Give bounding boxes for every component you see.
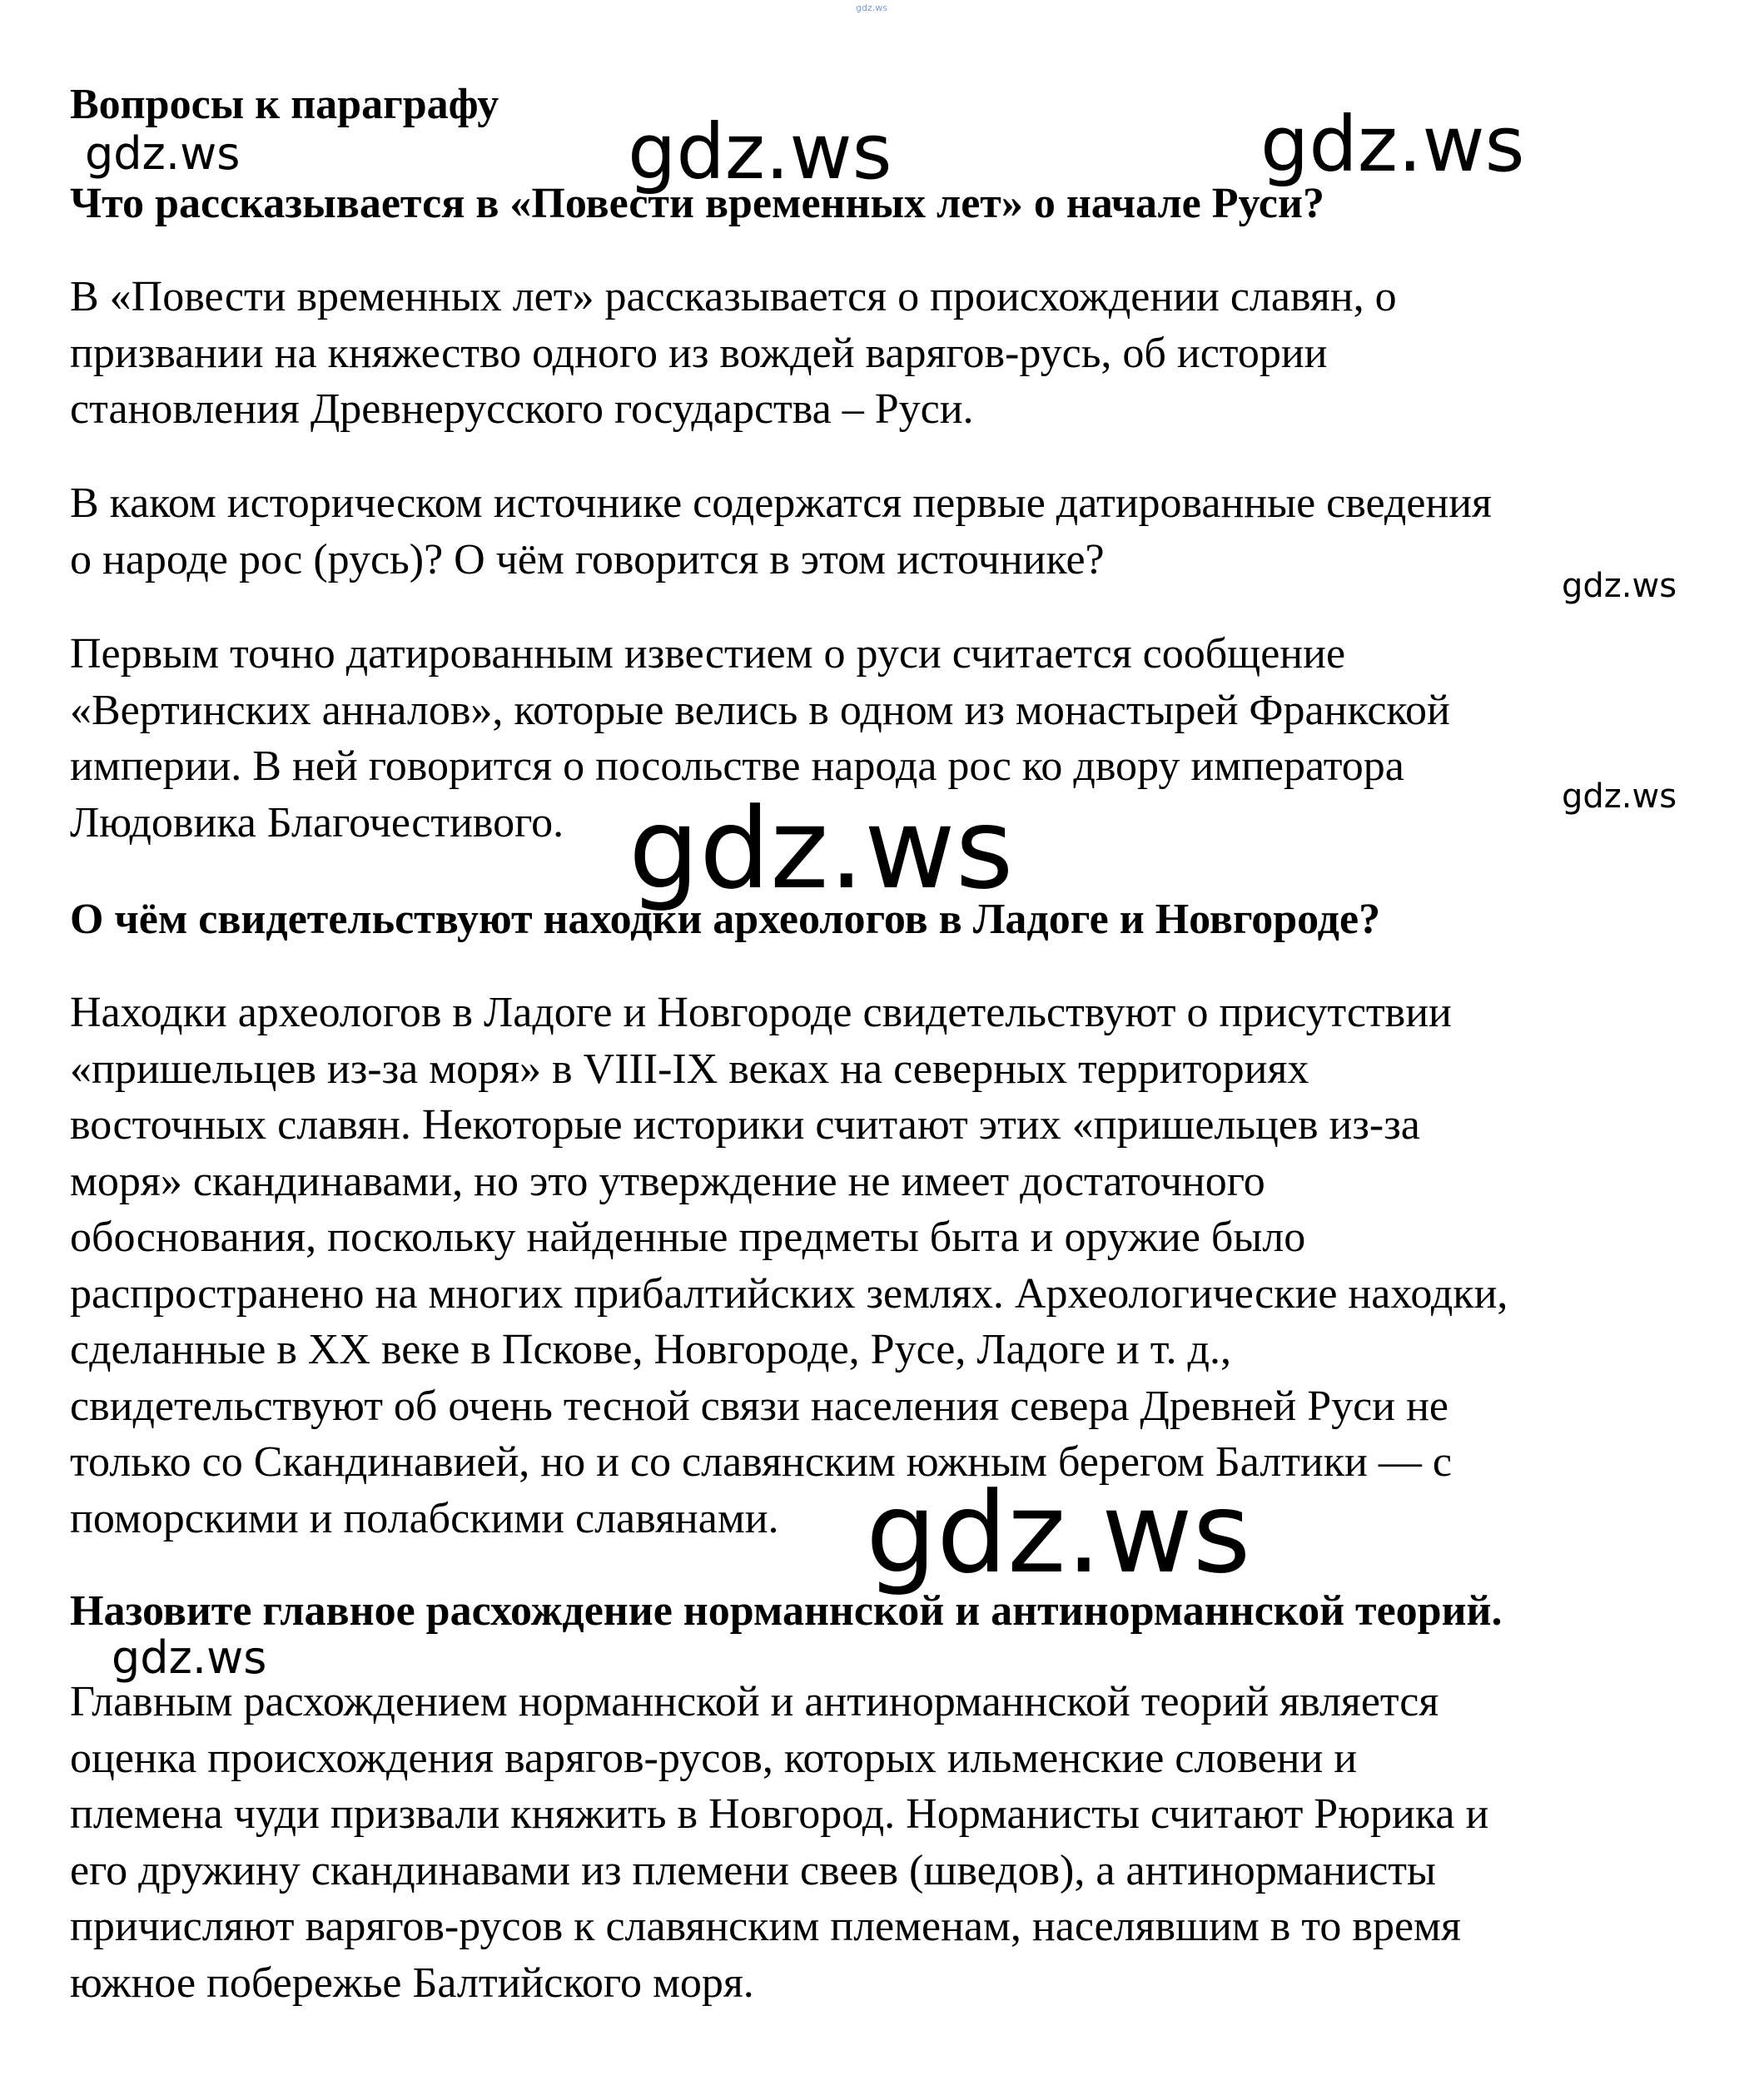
answer-4-line: племена чуди призвали княжить в Новгород. Норманисты считают Рюрика и (70, 1790, 1489, 1838)
question-2-line: В каком историческом источнике содержатся первые датированные сведения (70, 479, 1492, 527)
answer-4 (70, 1674, 1727, 2011)
answer-3-line: распространено на многих прибалтийских землях. Археологические находки, (70, 1269, 1508, 1318)
answer-4-line: Главным расхождением норманнской и антинорманнской теорий является (70, 1678, 1439, 1725)
watermark: gdz.ws (1260, 100, 1525, 189)
answer-4-line: причисляют варягов-русов к славянским племенам, населявшим в то время (70, 1903, 1461, 1950)
answer-4-line: южное побережье Балтийского моря. (70, 1959, 754, 2007)
answer-2-line: Людовика Благочестивого. (70, 798, 564, 846)
question-1: Что рассказывается в «Повести временных лет» о начале Руси? (70, 180, 1324, 227)
watermark: gdz.ws (628, 107, 892, 196)
answer-1-line: В «Повести временных лет» рассказывается о происхождении славян, о (70, 273, 1397, 320)
answer-2-line: «Вертинских анналов», которые велись в одном из монастырей Франкской (70, 686, 1450, 734)
question-2 (70, 475, 1727, 588)
watermark-top: gdz.ws (856, 2, 887, 13)
watermark: gdz.ws (629, 784, 1014, 914)
answer-3-line: обоснования, поскольку найденные предметы быта и оружие было (70, 1214, 1306, 1261)
answer-1 (70, 269, 1727, 438)
watermark: gdz.ws (1562, 567, 1677, 605)
answer-3-line: Находки археологов в Ладоге и Новгороде свидетельствуют о присутствии (70, 989, 1452, 1036)
answer-3-line: только со Скандинавией, но и со славянским южным берегом Балтики — с (70, 1438, 1452, 1486)
answer-3-line: свидетельствуют об очень тесной связи населения севера Древней Руси не (70, 1382, 1448, 1430)
watermark: gdz.ws (85, 127, 241, 180)
answer-1-line: становления Древнерусского государства – Руси. (70, 385, 974, 433)
answer-4-line: его дружину скандинавами из племени свеев (шведов), а антинорманисты (70, 1846, 1436, 1894)
answer-2-line: империи. В ней говорится о посольстве народа рос ко двору императора (70, 742, 1404, 790)
question-4: Назовите главное расхождение норманнской и антинорманнской теорий. (70, 1587, 1503, 1635)
question-3: О чём свидетельствуют находки археологов в Ладоге и Новгороде? (70, 896, 1381, 943)
page-title: Вопросы к параграфу (70, 81, 499, 128)
answer-3-line: сделанные в XX веке в Пскове, Новгороде, Русе, Ладоге и т. д., (70, 1326, 1232, 1373)
watermark: gdz.ws (112, 1631, 267, 1684)
answer-3-line: «пришельцев из-за моря» в VIII-IX веках на северных территориях (70, 1045, 1309, 1093)
answer-2-line: Первым точно датированным известием о руси считается сообщение (70, 630, 1346, 678)
answer-4-line: оценка происхождения варягов-русов, которых ильменские словени и (70, 1734, 1358, 1782)
answer-3-line: восточных славян. Некоторые историки считают этих «пришельцев из-за (70, 1101, 1420, 1149)
question-2-line: о народе рос (русь)? О чём говорится в этом источнике? (70, 535, 1105, 583)
answer-3-line: поморскими и полабскими славянами. (70, 1494, 779, 1542)
answer-3-line: моря» скандинавами, но это утверждение не имеет достаточного (70, 1157, 1265, 1205)
watermark: gdz.ws (1562, 777, 1677, 816)
answer-1-line: призвании на княжество одного из вождей варягов-русь, об истории (70, 329, 1328, 377)
watermark: gdz.ws (866, 1468, 1251, 1598)
answer-3 (70, 985, 1727, 1546)
